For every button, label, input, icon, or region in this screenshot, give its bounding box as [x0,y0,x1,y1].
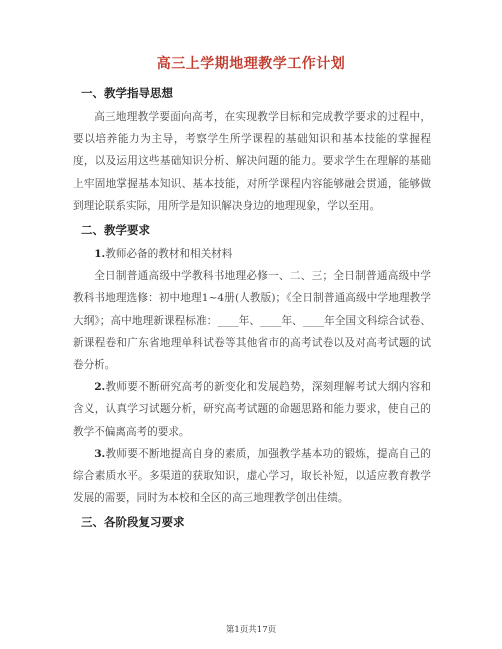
requirement-item-3-number: 3. [94,447,106,460]
section-heading-guiding-ideology: 一、教学指导思想 [81,86,173,100]
requirement-item-3 [73,443,431,510]
requirement-item-2 [73,376,431,443]
requirement-item-2-body: 教师要不断研究高考的新变化和发展趋势，深刻理解考试大纲内容和含义，认真学习试题分析，研究高考试题的命题思路和能力要求，使自己的教学不偏离高考的要求。 [73,381,431,438]
requirement-item-3-body: 教师要不断地提高自身的素质，加强教学基本功的锻炼，提高自己的综合素质水平。多渠道的获取知识，虚心学习，取长补短，以适应教育教学发展的需要，同时为本校和全区的高三地理教学创出佳绩。 [73,447,431,505]
document-content [73,82,431,535]
document-title: 高三上学期地理教学工作计划 [156,56,346,72]
requirement-item-1-body: 全日制普通高级中学教科书地理必修一、二、三；全日制普通高级中学教科书地理选修：初中地理1~4册(人教版)；《全日制普通高级中学地理教学大纲》；高中地理新课程标准：____年、____年、____年全国文科综合试卷、新课程卷和广东省地理单科试卷等其他省市的高考试卷以及对高考试题的试卷分析。 [73,270,431,372]
section-heading-teaching-requirements: 二、教学要求 [81,223,150,238]
section-paragraph-guiding-ideology: 高三地理教学要面向高考，在实现教学目标和完成教学要求的过程中，要以培养能力为主导，考察学生所学课程的基础知识和基本技能的掌握程度，以及运用这些基础知识分析、解决问题的能力。要求学生在理解的基础上牢固地掌握基本知识、基本技能，对所学课程内容能够融会贯通，能够做到理论联系实际，用所学是知识解决身边的地理现象，学以至用。 [73,111,431,212]
requirement-item-1-number: 1. [94,248,106,261]
requirement-item-1-label: 教师必备的教材和相关材料 [105,248,233,261]
section-heading-stage-review: 三、各阶段复习要求 [81,515,185,530]
requirement-item-1-title [73,243,431,265]
page-footer: 第1页共17页 [225,625,277,635]
requirement-item-2-number: 2. [94,381,106,394]
